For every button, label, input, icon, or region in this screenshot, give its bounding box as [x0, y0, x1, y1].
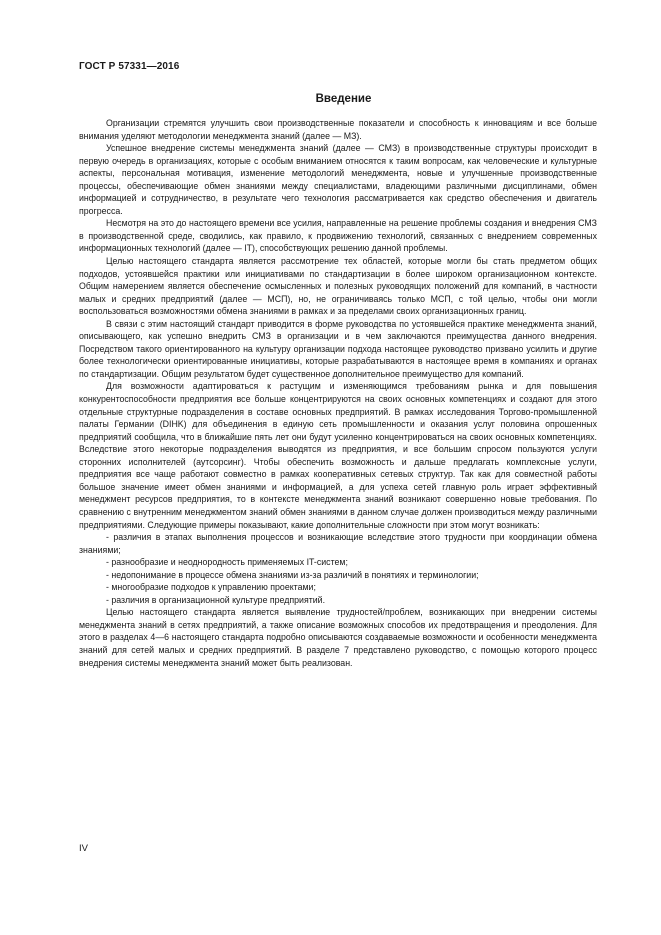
document-body [79, 117, 597, 669]
paragraph: В связи с этим настоящий стандарт приводится в форме руководства по устоявшейся практике менеджмента знаний, описывающего, как успешно внедрить СМЗ в организации и в чем заключаются преимущества данного внедрения. Посредством такого ориентированного на культуру организации подхода настоящее руководство призвано усилить и другие более технологически ориентированные инициативы, которые разрабатываются в настоящее время в компаниях и органах по стандартизации. Общим результатом будет существенное дополнительное преимущество для компаний. [79, 318, 597, 379]
list-item: - недопонимание в процессе обмена знаниями из-за различий в понятиях и терминологии; [106, 569, 479, 580]
paragraph: Для возможности адаптироваться к растущим и изменяющимся требованиям рынка и для повышения конкурентоспособности предприятия все больше концентрируются на своих основных компетенциях и создают для этого отдельные структурные подразделения в составе основных предприятий. В рамках исследования Торгово-промышленной палаты Германии (DIHK) для объединения в единую сеть промышленности и оказания услуг половина опрошенных предприятий сообщила, что в ближайшие пять лет они будут усиленно концентрироваться на своих основных компетенциях. Вследствие этого некоторые подразделения выводятся из предприятия, и все большим спросом пользуются услуги сторонних исполнителей (аутсорсинг). Чтобы обеспечить возможность и дальше предлагать комплексные услуги, предприятия все чаще работают совместно в рамках кооперативных сетевых структур. Так как для совместной работы большое значение имеет обмен знаниями и информацией, а для успеха сетей главную роль играет эффективный менеджмент ресурсов предприятия, то в контексте менеджмента знаний возникают совершенно новые требования. По сравнению с внутренним менеджментом знаний обмен знаниями в данном случае должен производиться между различными предприятиями. Следующие примеры показывают, какие дополнительные сложности при этом могут возникать: [79, 381, 597, 530]
page-number: IV [79, 843, 88, 854]
paragraph: Организации стремятся улучшить свои производственные показатели и способность к инновациям и все больше внимания уделяют методологии менеджмента знаний (далее — МЗ). [79, 118, 597, 141]
list-item: - многообразие подходов к управлению проектами; [106, 582, 316, 593]
list-item: - различия в организационной культуре предприятий. [106, 594, 326, 605]
paragraph: Целью настоящего стандарта является рассмотрение тех областей, которые могли бы стать предметом общих подходов, устоявшейся практики или инициативами по стандартизации в более широком организационном контексте. Общим намерением является обеспечение осмысленных и полезных руководящих положений для компаний, в частности малых и средних предприятий (далее — МСП), но, не ограничиваясь только МСП, с той целью, чтобы они могли воспользоваться возможностями обмена знаниями в рамках и за пределами своих организационных границ. [79, 256, 597, 317]
paragraph: Целью настоящего стандарта является выявление трудностей/проблем, возникающих при внедрении системы менеджмента знаний в сетях предприятий, а также описание возможных способов их предотвращения и преодоления. Для этого в разделах 4—6 настоящего стандарта подробно описываются создаваемые возможности и особенности менеджмента знаний для сетей малых и средних предприятий. В разделе 7 представлено руководство, с помощью которого процесс внедрения системы менеджмента знаний может быть реализован. [79, 607, 597, 668]
section-title: Введение [315, 93, 372, 105]
list-item: - разнообразие и неоднородность применяемых IT-систем; [106, 557, 348, 568]
paragraph: Несмотря на это до настоящего времени все усилия, направленные на решение проблемы создания и внедрения СМЗ в производственной среде, сводились, как правило, к продвижению технологий, связанных с внедрением современных информационных технологий (далее — IT), способствующих решению данной проблемы. [79, 218, 597, 254]
document-header: ГОСТ Р 57331—2016 [79, 61, 180, 72]
list-item: - различия в этапах выполнения процессов и возникающие вследствие этого трудности при координации обмена знаниями; [79, 532, 597, 555]
paragraph: Успешное внедрение системы менеджмента знаний (далее — СМЗ) в производственные структуры происходит в первую очередь в организациях, которые с особым вниманием относятся к таким вопросам, как человеческие и культурные аспекты, персональная мотивация, изменение методологий менеджмента, новые и улучшенные производственные процессы, обеспечивающие обмен знаниями между специалистами, владеющими различными дисциплинами, обмен информацией и сотрудничество, в результате чего технология рассматривается как средство обеспечения и двигатель прогресса. [79, 143, 597, 216]
